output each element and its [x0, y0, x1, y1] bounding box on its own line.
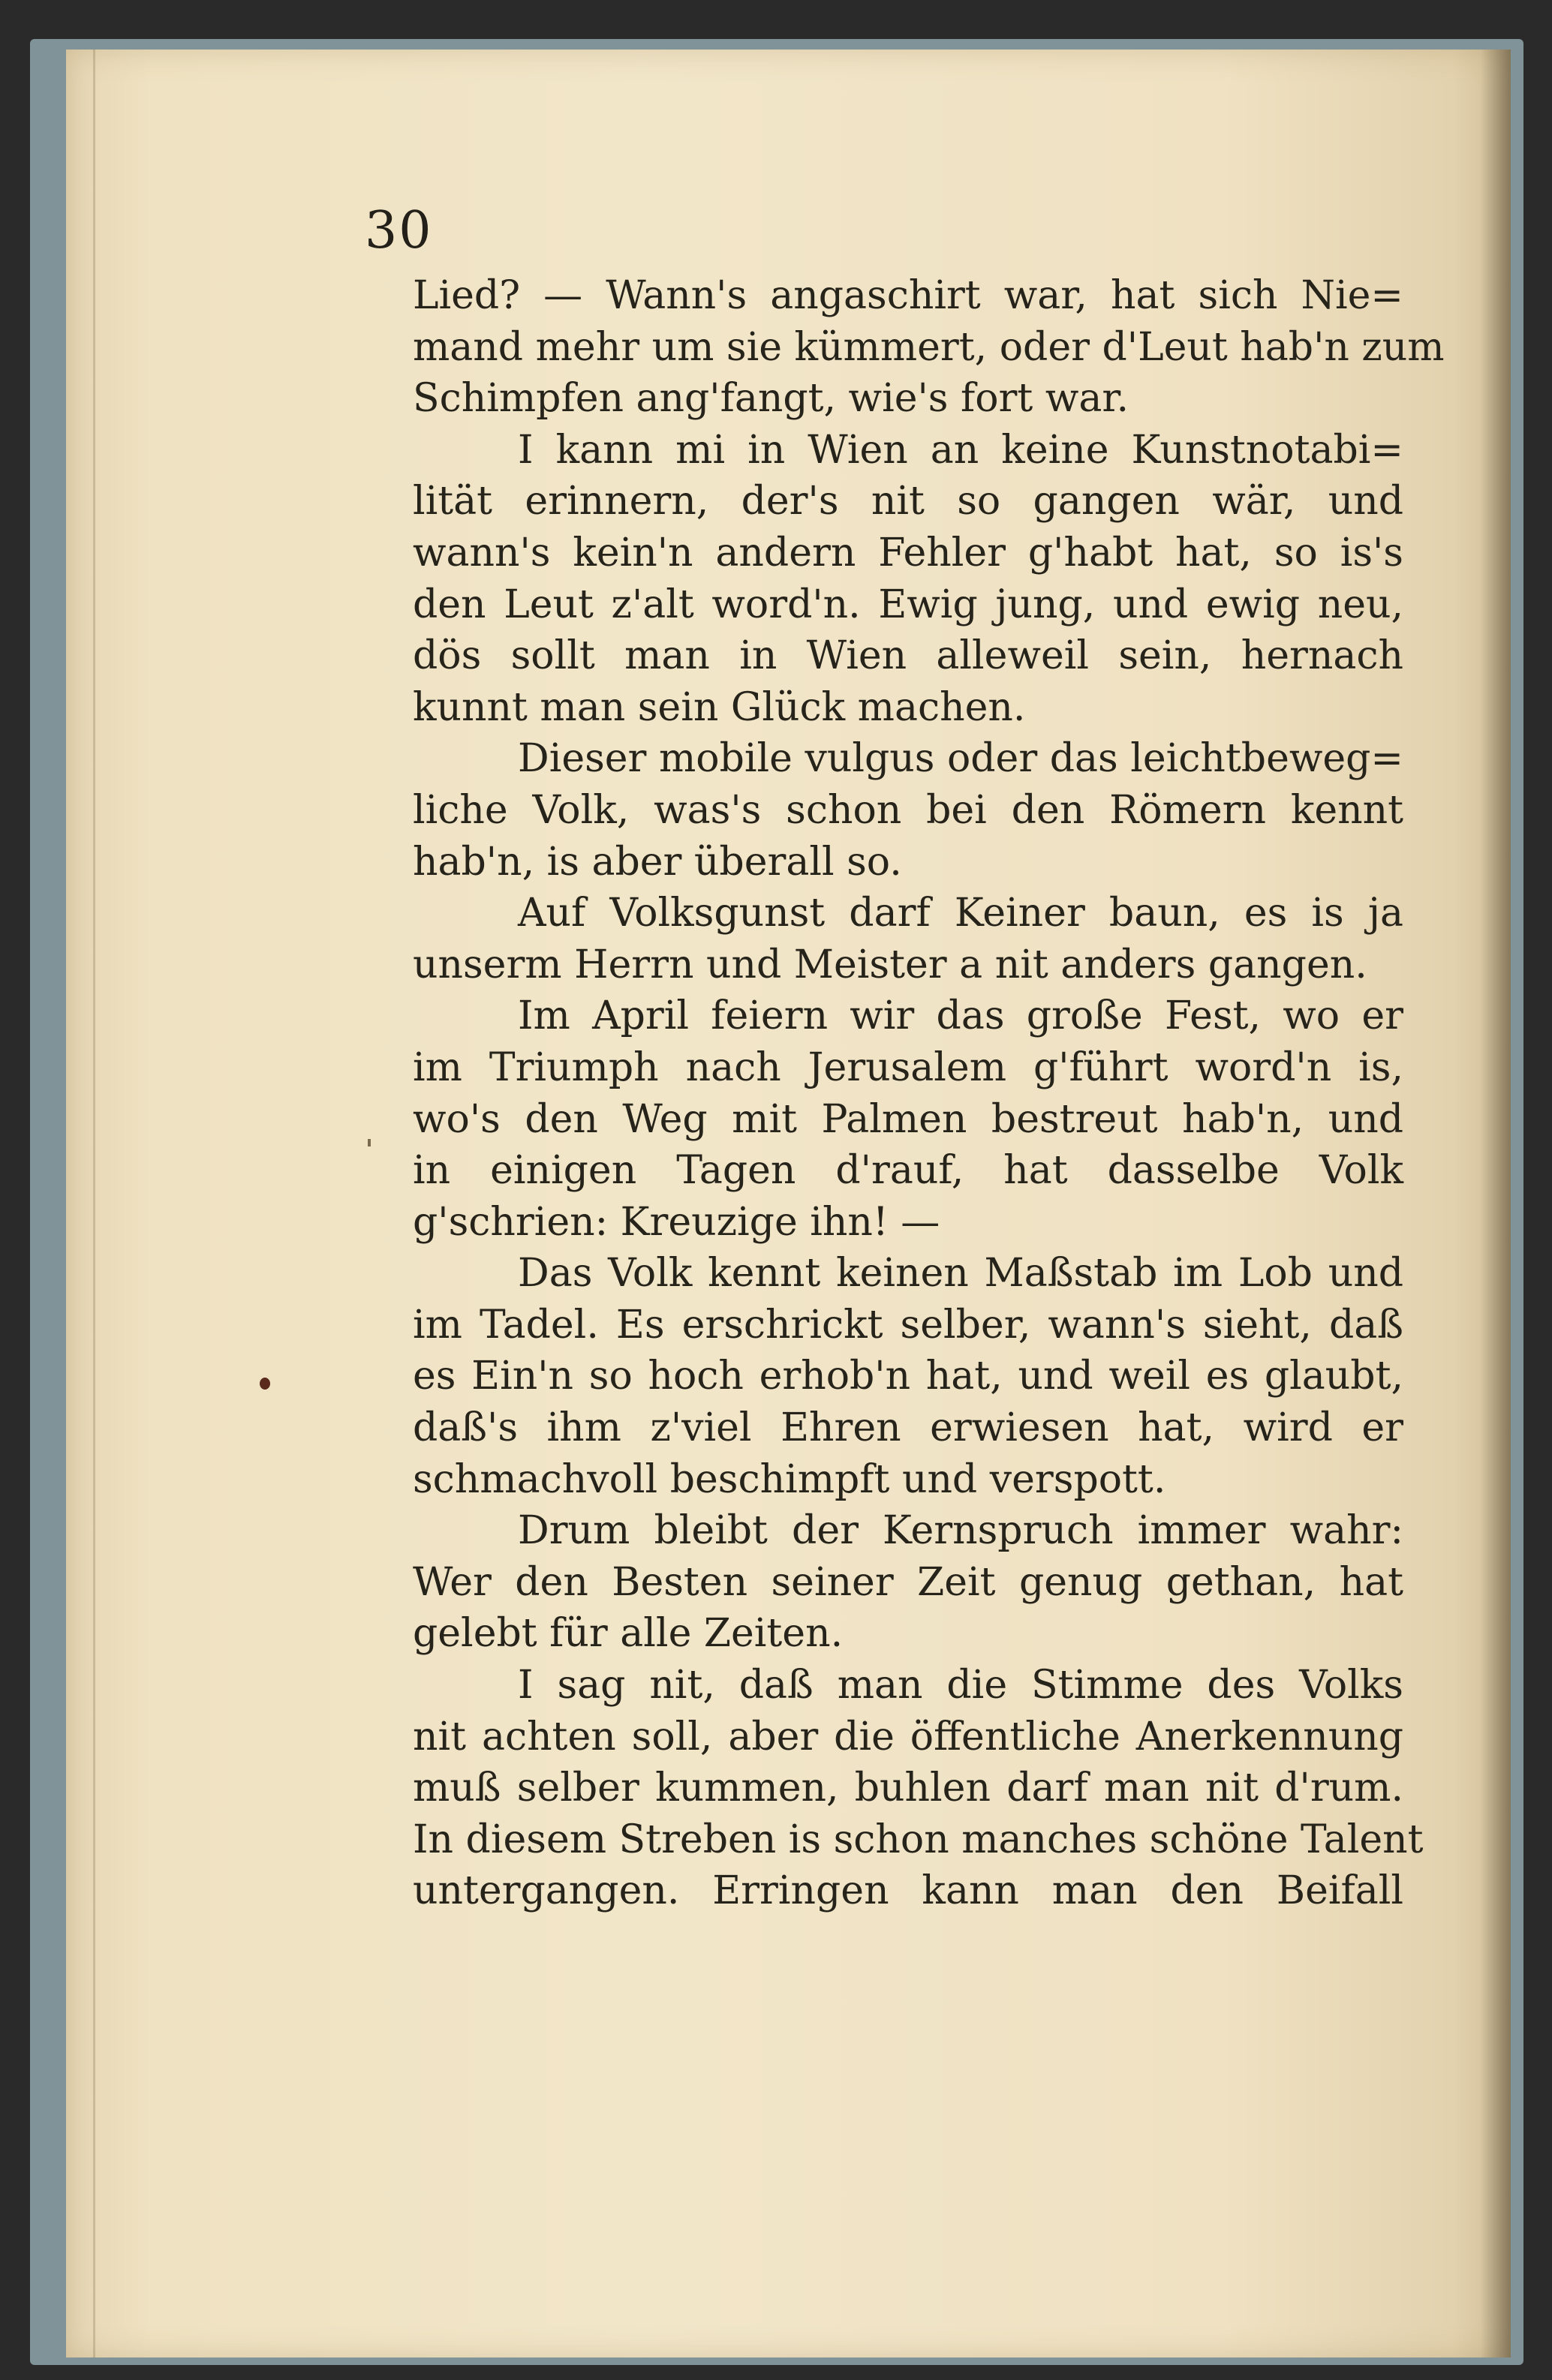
text-line: Dieser mobile vulgus oder das leichtbeweg= — [518, 736, 1403, 782]
text-line: wo's den Weg mit Palmen bestreut hab'n, und — [413, 1096, 1403, 1142]
text-line: unserm Herrn und Meister a nit anders gangen. — [413, 942, 1367, 987]
text-line: Lied? — Wann's angaschirt war, hat sich Nie= — [413, 273, 1403, 318]
text-line: muß selber kummen, buhlen darf man nit d'rum. — [413, 1765, 1403, 1811]
text-line: nit achten soll, aber die öffentliche Anerkennung — [413, 1714, 1403, 1759]
text-line: schmachvoll beschimpft und verspott. — [413, 1456, 1166, 1502]
ink-spot — [260, 1378, 270, 1390]
text-line: Im April feiern wir das große Fest, wo er — [518, 993, 1403, 1039]
text-line: den Leut z'alt word'n. Ewig jung, und ewig neu, — [413, 581, 1403, 627]
text-line: Auf Volksgunst darf Keiner baun, es is ja — [518, 891, 1403, 936]
text-line: es Ein'n so hoch erhob'n hat, und weil es glaubt, — [413, 1354, 1403, 1399]
text-line: Schimpfen ang'fangt, wie's fort war. — [413, 376, 1129, 422]
text-line: kunnt man sein Glück machen. — [413, 684, 1026, 730]
text-line: dös sollt man in Wien alleweil sein, hernach — [413, 633, 1403, 679]
text-line: im Triumph nach Jerusalem g'führt word'n is, — [413, 1044, 1403, 1090]
margin-mark — [368, 1139, 371, 1146]
text-line: liche Volk, was's schon bei den Römern kennt — [413, 787, 1403, 833]
text-line: g'schrien: Kreuzige ihn! — — [413, 1199, 940, 1245]
text-line: lität erinnern, der's nit so gangen wär, und — [413, 479, 1403, 524]
text-line: hab'n, is aber überall so. — [413, 839, 902, 885]
text-line: gelebt für alle Zeiten. — [413, 1611, 844, 1657]
text-line: Drum bleibt der Kernspruch immer wahr: — [518, 1508, 1403, 1554]
text-line: I sag nit, daß man die Stimme des Volks — [518, 1663, 1403, 1708]
text-line: Wer den Besten seiner Zeit genug gethan, hat — [413, 1559, 1403, 1605]
page-number: 30 — [365, 201, 433, 260]
text-line: wann's kein'n andern Fehler g'habt hat, so is's — [413, 530, 1403, 575]
text-line: I kann mi in Wien an keine Kunstnotabi= — [518, 427, 1403, 473]
text-line: untergangen. Erringen kann man den Beifall — [413, 1868, 1403, 1914]
body-text — [413, 270, 1445, 1917]
text-line: Das Volk kennt keinen Maßstab im Lob und — [518, 1251, 1403, 1297]
text-line: daß's ihm z'viel Ehren erwiesen hat, wird er — [413, 1405, 1403, 1451]
page-edge-line — [93, 50, 95, 2357]
text-line: mand mehr um sie kümmert, oder d'Leut hab'n zum — [413, 324, 1445, 370]
text-line: im Tadel. Es erschrickt selber, wann's sieht, daß — [413, 1302, 1403, 1348]
text-line: in einigen Tagen d'rauf, hat dasselbe Volk — [413, 1148, 1403, 1194]
text-line: In diesem Streben is schon manches schöne Talent — [413, 1817, 1424, 1862]
page-gutter-shadow — [1481, 50, 1511, 2357]
